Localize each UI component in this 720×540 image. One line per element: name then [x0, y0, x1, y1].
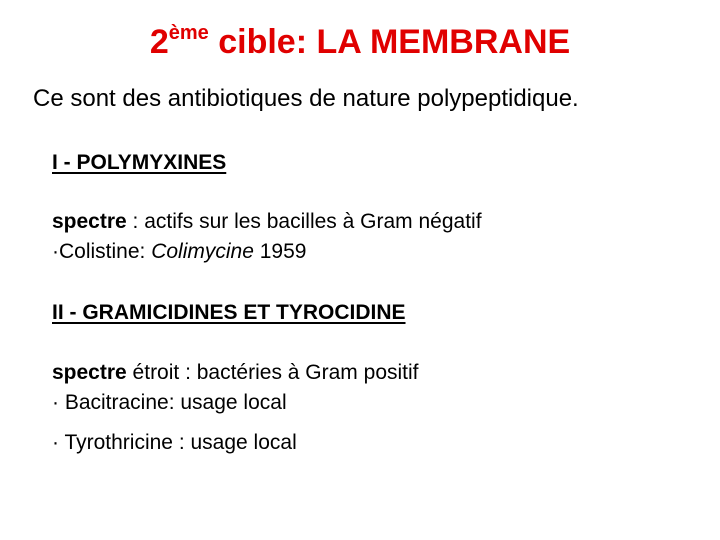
spectrum-text: : actifs sur les bacilles à Gram négatif: [126, 210, 482, 233]
colistine-line: [52, 238, 306, 266]
title-number: 2: [149, 23, 169, 61]
colistine-brand: Colimycine: [151, 240, 254, 263]
spectrum-label: spectre: [52, 210, 127, 233]
colistine-year: 1959: [253, 240, 307, 263]
title-text: cible: LA MEMBRANE: [208, 23, 571, 61]
slide-title: [0, 18, 720, 66]
tyrothricine-line: · Tyrothricine : usage local: [52, 431, 297, 454]
intro-text: Ce sont des antibiotiques de nature polypeptidique.: [33, 85, 579, 112]
gramicidines-spectrum-line: [52, 359, 419, 387]
spectrum-text: étroit : bactéries à Gram positif: [126, 361, 419, 384]
colistine-prefix: ·Colistine:: [52, 240, 152, 263]
polymyxines-spectrum-line: [52, 208, 482, 236]
title-superscript: ème: [168, 22, 209, 44]
spectrum-label: spectre: [52, 361, 127, 384]
section-heading-polymyxines: I - POLYMYXINES: [52, 151, 227, 174]
bacitracine-line: · Bacitracine: usage local: [52, 391, 287, 414]
section-heading-gramicidines: II - GRAMICIDINES ET TYROCIDINE: [52, 301, 406, 324]
